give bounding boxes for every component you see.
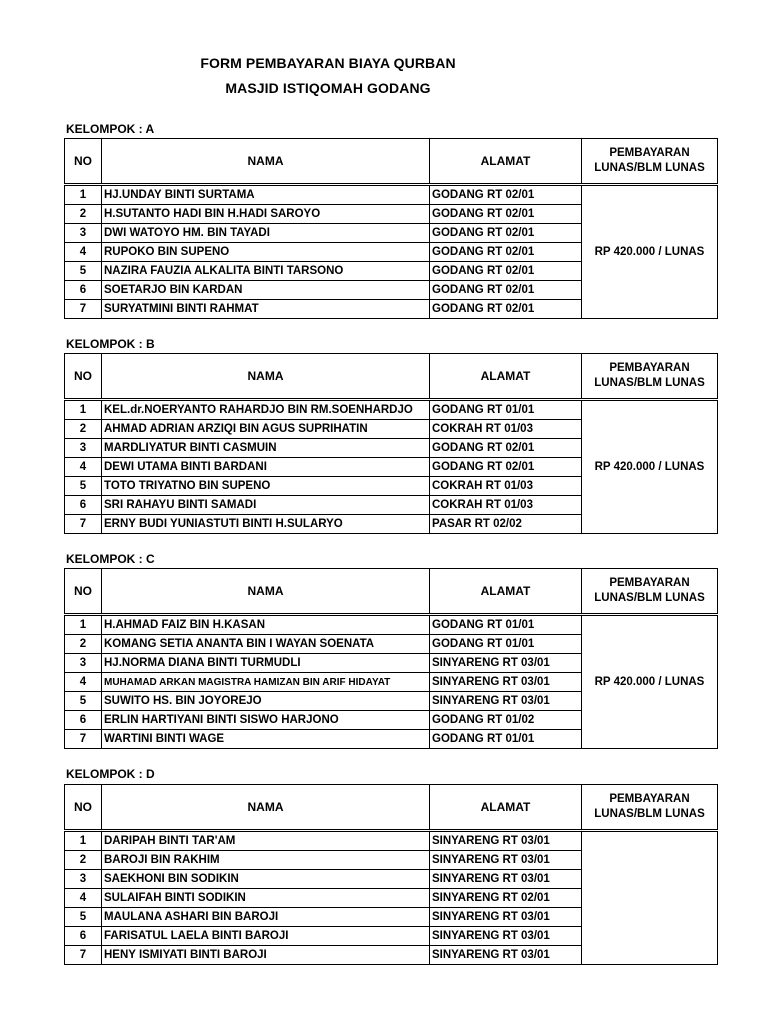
group-label: KELOMPOK : B <box>66 337 155 351</box>
row-no: 5 <box>65 477 102 496</box>
row-no: 3 <box>65 439 102 458</box>
row-no: 6 <box>65 496 102 515</box>
form-title: FORM PEMBAYARAN BIAYA QURBAN <box>200 55 456 71</box>
row-nama: KEL.dr.NOERYANTO RAHARDJO BIN RM.SOENHARDJO <box>102 400 430 420</box>
header-no: NO <box>65 139 102 185</box>
group-label: KELOMPOK : D <box>66 767 155 781</box>
row-nama: HENY ISMIYATI BINTI BAROJI <box>102 946 430 965</box>
header-no: NO <box>65 354 102 400</box>
row-no: 7 <box>65 730 102 749</box>
row-alamat: PASAR RT 02/02 <box>430 515 582 534</box>
row-no: 7 <box>65 946 102 965</box>
row-no: 2 <box>65 635 102 654</box>
row-nama: ERNY BUDI YUNIASTUTI BINTI H.SULARYO <box>102 515 430 534</box>
table-header-row <box>65 139 718 185</box>
row-nama: SAEKHONI BIN SODIKIN <box>102 870 430 889</box>
payment-status: RP 420.000 / LUNAS <box>582 400 718 534</box>
table-header-row <box>65 785 718 831</box>
row-alamat: COKRAH RT 01/03 <box>430 496 582 515</box>
header-nama: NAMA <box>102 785 430 831</box>
row-no: 3 <box>65 654 102 673</box>
row-alamat: SINYARENG RT 03/01 <box>430 831 582 851</box>
row-alamat: GODANG RT 02/01 <box>430 243 582 262</box>
row-alamat: SINYARENG RT 03/01 <box>430 673 582 692</box>
row-alamat: SINYARENG RT 03/01 <box>430 927 582 946</box>
row-nama: DWI WATOYO HM. BIN TAYADI <box>102 224 430 243</box>
row-alamat: COKRAH RT 01/03 <box>430 420 582 439</box>
row-alamat: SINYARENG RT 03/01 <box>430 870 582 889</box>
header-pembayaran-line1: PEMBAYARAN <box>609 793 690 805</box>
row-nama: NAZIRA FAUZIA ALKALITA BINTI TARSONO <box>102 262 430 281</box>
row-alamat: GODANG RT 02/01 <box>430 281 582 300</box>
row-no: 5 <box>65 908 102 927</box>
row-no: 7 <box>65 300 102 319</box>
payment-status <box>582 831 718 965</box>
row-nama: SRI RAHAYU BINTI SAMADI <box>102 496 430 515</box>
row-alamat: SINYARENG RT 03/01 <box>430 692 582 711</box>
row-no: 6 <box>65 281 102 300</box>
header-pembayaran-line1: PEMBAYARAN <box>609 362 690 374</box>
header-nama: NAMA <box>102 354 430 400</box>
group-label: KELOMPOK : C <box>66 552 155 566</box>
group-table <box>64 784 718 965</box>
row-nama: DARIPAH BINTI TAR'AM <box>102 831 430 851</box>
header-alamat: ALAMAT <box>430 569 582 615</box>
header-no: NO <box>65 785 102 831</box>
row-nama: KOMANG SETIA ANANTA BIN I WAYAN SOENATA <box>102 635 430 654</box>
row-no: 7 <box>65 515 102 534</box>
header-pembayaran-line2: LUNAS/BLM LUNAS <box>594 377 705 389</box>
header-alamat: ALAMAT <box>430 139 582 185</box>
row-nama: SULAIFAH BINTI SODIKIN <box>102 889 430 908</box>
row-nama: MUHAMAD ARKAN MAGISTRA HAMIZAN BIN ARIF HIDAYAT <box>102 673 430 692</box>
row-alamat: GODANG RT 01/01 <box>430 730 582 749</box>
group-label: KELOMPOK : A <box>66 122 155 136</box>
row-nama: DEWI UTAMA BINTI BARDANI <box>102 458 430 477</box>
row-nama: AHMAD ADRIAN ARZIQI BIN AGUS SUPRIHATIN <box>102 420 430 439</box>
header-pembayaran-line2: LUNAS/BLM LUNAS <box>594 162 705 174</box>
row-alamat: GODANG RT 01/01 <box>430 615 582 635</box>
header-pembayaran-line1: PEMBAYARAN <box>609 577 690 589</box>
row-alamat: GODANG RT 02/01 <box>430 439 582 458</box>
group-table <box>64 568 718 749</box>
row-nama: H.AHMAD FAIZ BIN H.KASAN <box>102 615 430 635</box>
row-no: 1 <box>65 615 102 635</box>
row-alamat: GODANG RT 02/01 <box>430 205 582 224</box>
row-nama: WARTINI BINTI WAGE <box>102 730 430 749</box>
row-no: 6 <box>65 711 102 730</box>
table-header-row <box>65 354 718 400</box>
header-pembayaran-line1: PEMBAYARAN <box>609 147 690 159</box>
header-alamat: ALAMAT <box>430 785 582 831</box>
row-alamat: SINYARENG RT 02/01 <box>430 889 582 908</box>
row-alamat: SINYARENG RT 03/01 <box>430 851 582 870</box>
row-no: 3 <box>65 224 102 243</box>
row-no: 1 <box>65 185 102 205</box>
header-alamat: ALAMAT <box>430 354 582 400</box>
table-row <box>65 400 718 420</box>
row-alamat: GODANG RT 02/01 <box>430 185 582 205</box>
row-no: 4 <box>65 243 102 262</box>
row-no: 5 <box>65 262 102 281</box>
row-nama: SURYATMINI BINTI RAHMAT <box>102 300 430 319</box>
row-no: 2 <box>65 205 102 224</box>
row-no: 3 <box>65 870 102 889</box>
row-nama: FARISATUL LAELA BINTI BAROJI <box>102 927 430 946</box>
row-alamat: GODANG RT 02/01 <box>430 224 582 243</box>
header-nama: NAMA <box>102 569 430 615</box>
row-alamat: GODANG RT 01/01 <box>430 400 582 420</box>
row-nama: HJ.UNDAY BINTI SURTAMA <box>102 185 430 205</box>
header-pembayaran-line2: LUNAS/BLM LUNAS <box>594 808 705 820</box>
row-alamat: GODANG RT 01/01 <box>430 635 582 654</box>
row-no: 4 <box>65 889 102 908</box>
row-nama: BAROJI BIN RAKHIM <box>102 851 430 870</box>
row-no: 2 <box>65 420 102 439</box>
row-alamat: GODANG RT 02/01 <box>430 458 582 477</box>
row-no: 1 <box>65 831 102 851</box>
row-no: 5 <box>65 692 102 711</box>
row-nama: H.SUTANTO HADI BIN H.HADI SAROYO <box>102 205 430 224</box>
row-nama: SUWITO HS. BIN JOYOREJO <box>102 692 430 711</box>
group-table <box>64 138 718 319</box>
row-nama: HJ.NORMA DIANA BINTI TURMUDLI <box>102 654 430 673</box>
table-row <box>65 831 718 851</box>
header-pembayaran <box>582 354 718 400</box>
row-nama: TOTO TRIYATNO BIN SUPENO <box>102 477 430 496</box>
row-alamat: SINYARENG RT 03/01 <box>430 946 582 965</box>
table-header-row <box>65 569 718 615</box>
row-nama: MARDLIYATUR BINTI CASMUIN <box>102 439 430 458</box>
header-pembayaran <box>582 785 718 831</box>
row-alamat: SINYARENG RT 03/01 <box>430 654 582 673</box>
row-nama: MAULANA ASHARI BIN BAROJI <box>102 908 430 927</box>
row-no: 4 <box>65 673 102 692</box>
payment-status: RP 420.000 / LUNAS <box>582 185 718 319</box>
form-subtitle: MASJID ISTIQOMAH GODANG <box>225 80 431 96</box>
header-pembayaran <box>582 139 718 185</box>
header-nama: NAMA <box>102 139 430 185</box>
row-nama: SOETARJO BIN KARDAN <box>102 281 430 300</box>
row-alamat: SINYARENG RT 03/01 <box>430 908 582 927</box>
row-alamat: GODANG RT 01/02 <box>430 711 582 730</box>
row-no: 2 <box>65 851 102 870</box>
row-alamat: GODANG RT 02/01 <box>430 300 582 319</box>
row-nama: ERLIN HARTIYANI BINTI SISWO HARJONO <box>102 711 430 730</box>
group-table <box>64 353 718 534</box>
row-alamat: COKRAH RT 01/03 <box>430 477 582 496</box>
row-no: 6 <box>65 927 102 946</box>
header-pembayaran-line2: LUNAS/BLM LUNAS <box>594 592 705 604</box>
table-row <box>65 615 718 635</box>
header-pembayaran <box>582 569 718 615</box>
row-alamat: GODANG RT 02/01 <box>430 262 582 281</box>
header-no: NO <box>65 569 102 615</box>
row-nama: RUPOKO BIN SUPENO <box>102 243 430 262</box>
row-no: 4 <box>65 458 102 477</box>
row-no: 1 <box>65 400 102 420</box>
payment-status: RP 420.000 / LUNAS <box>582 615 718 749</box>
table-row <box>65 185 718 205</box>
